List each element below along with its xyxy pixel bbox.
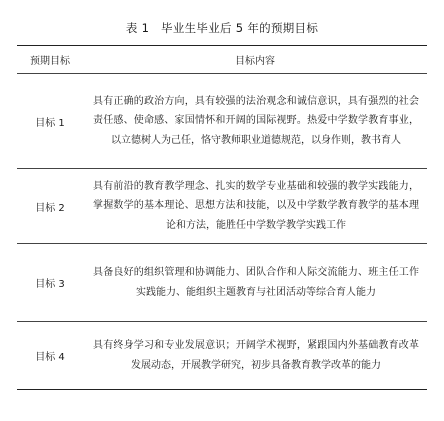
goal-content: 具有终身学习和专业发展意识；开阔学术视野，紧跟国内外基础教育改革发展动态，开展教学研究，初步具备教育教学改革的能力 [93,340,419,371]
goal-content: 具有前沿的教育教学理念、扎实的数学专业基础和较强的教学实践能力，掌握数学的基本理论、思想方法和技能，以及中学数学教育教学的基本理论和方法，能胜任中学数学教学实践工作 [93,180,419,231]
table-row [17,74,427,169]
goal-label: 目标 4 [35,352,65,363]
table-caption: 表 1 毕业生毕业后 5 年的预期目标 [125,21,319,35]
table-row [17,322,427,390]
goal-label: 目标 3 [35,279,65,290]
goal-content: 具备良好的组织管理和协调能力、团队合作和人际交流能力、班主任工作实践能力、能组织主题教育与社团活动等综合育人能力 [93,267,419,298]
goal-label: 目标 2 [35,202,65,214]
header-content: 目标内容 [235,56,275,67]
header-goal: 预期目标 [30,56,70,67]
table-row [17,169,427,244]
goals-table [17,45,427,390]
goal-label: 目标 1 [35,117,65,129]
table-row [17,244,427,322]
goal-content: 具有正确的政治方向，具有较强的法治观念和诚信意识，具有强烈的社会责任感、使命感、家国情怀和开阔的国际视野。热爱中学数学教育事业，以立德树人为己任，恪守教师职业道德规范，以身作则，教书育人 [93,95,419,146]
table-header-row [17,46,427,74]
